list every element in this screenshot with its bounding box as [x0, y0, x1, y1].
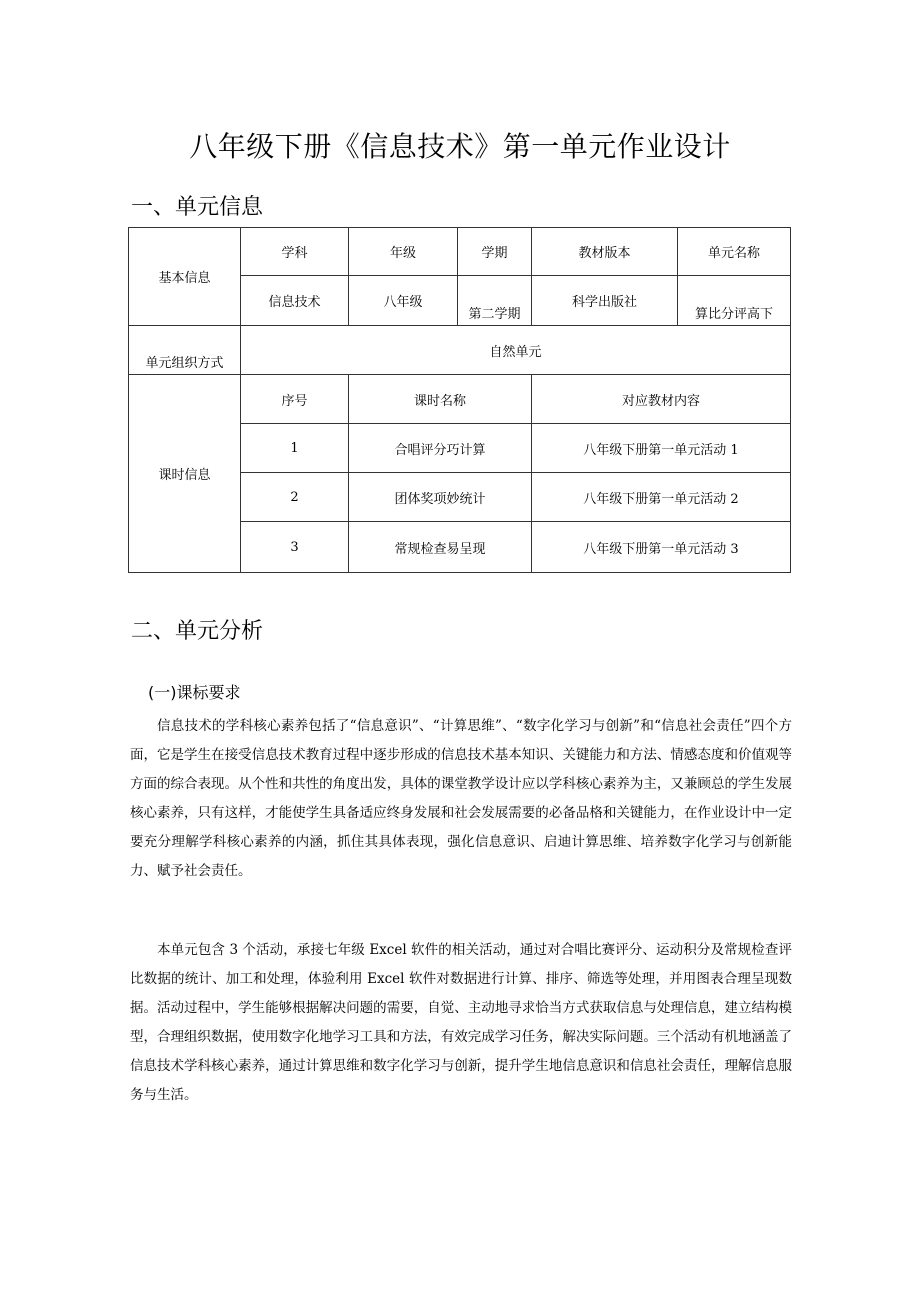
section-heading-unit-analysis: 二、单元分析: [131, 619, 264, 644]
org-label: 单元组织方式: [129, 326, 241, 375]
value-unit-name: 算比分评高下: [678, 276, 791, 326]
lesson-content: 八年级下册第一单元活动 3: [532, 522, 791, 573]
lesson-no: 2: [241, 473, 349, 522]
header-semester: 学期: [458, 228, 532, 276]
lesson-content: 八年级下册第一单元活动 2: [532, 473, 791, 522]
header-subject: 学科: [241, 228, 349, 276]
lesson-header-name: 课时名称: [349, 375, 532, 424]
value-grade: 八年级: [349, 276, 458, 326]
org-value: 自然单元: [241, 326, 791, 375]
value-semester: 第二学期: [458, 276, 532, 326]
header-grade: 年级: [349, 228, 458, 276]
lesson-name: 团体奖项妙统计: [349, 473, 532, 522]
value-subject: 信息技术: [241, 276, 349, 326]
page-title: 八年级下册《信息技术》第一单元作业设计: [189, 130, 731, 163]
value-textbook: 科学出版社: [532, 276, 678, 326]
subsection-heading-curriculum: (一)课标要求: [148, 683, 241, 702]
unit-info-table: [128, 227, 791, 573]
basic-info-label: 基本信息: [129, 228, 241, 326]
lesson-label: 课时信息: [129, 375, 241, 573]
section-heading-unit-info: 一、单元信息: [131, 195, 264, 220]
header-textbook: 教材版本: [532, 228, 678, 276]
paragraph-unit-overview: 本单元包含 3 个活动，承接七年级 Excel 软件的相关活动，通过对合唱比赛评分、运动积分及常规检查评比数据的统计、加工和处理，体验利用 Excel 软件对数据进行计算、排序、筛选等处理，并用图表合理呈现数据。活动过程中，学生能够根据解决问题的需要，自觉、主动地寻求恰当方式获取信息与处理信息，建立结构模型，合理组织数据，使用数字化地学习工具和方法，有效完成学习任务，解决实际问题。三个活动有机地涵盖了信息技术学科核心素养，通过计算思维和数字化学习与创新，提升学生地信息意识和信息社会责任，理解信息服务与生活。: [130, 942, 792, 1103]
lesson-name: 常规检查易呈现: [349, 522, 532, 573]
lesson-no: 3: [241, 522, 349, 573]
lesson-name: 合唱评分巧计算: [349, 424, 532, 473]
paragraph-core-literacy: 信息技术的学科核心素养包括了“信息意识”、“计算思维”、“数字化学习与创新”和“信息社会责任”四个方面，它是学生在接受信息技术教育过程中逐步形成的信息技术基本知识、关键能力和方法、情感态度和价值观等方面的综合表现。从个性和共性的角度出发，具体的课堂教学设计应以学科核心素养为主，又兼顾总的学生发展核心素养，只有这样，才能使学生具备适应终身发展和社会发展需要的必备品格和关键能力，在作业设计中一定要充分理解学科核心素养的内涵，抓住其具体表现，强化信息意识、启迪计算思维、培养数字化学习与创新能力、赋予社会责任。: [130, 718, 792, 879]
lesson-no: 1: [241, 424, 349, 473]
lesson-header-no: 序号: [241, 375, 349, 424]
lesson-header-content: 对应教材内容: [532, 375, 791, 424]
header-unit-name: 单元名称: [678, 228, 791, 276]
lesson-content: 八年级下册第一单元活动 1: [532, 424, 791, 473]
